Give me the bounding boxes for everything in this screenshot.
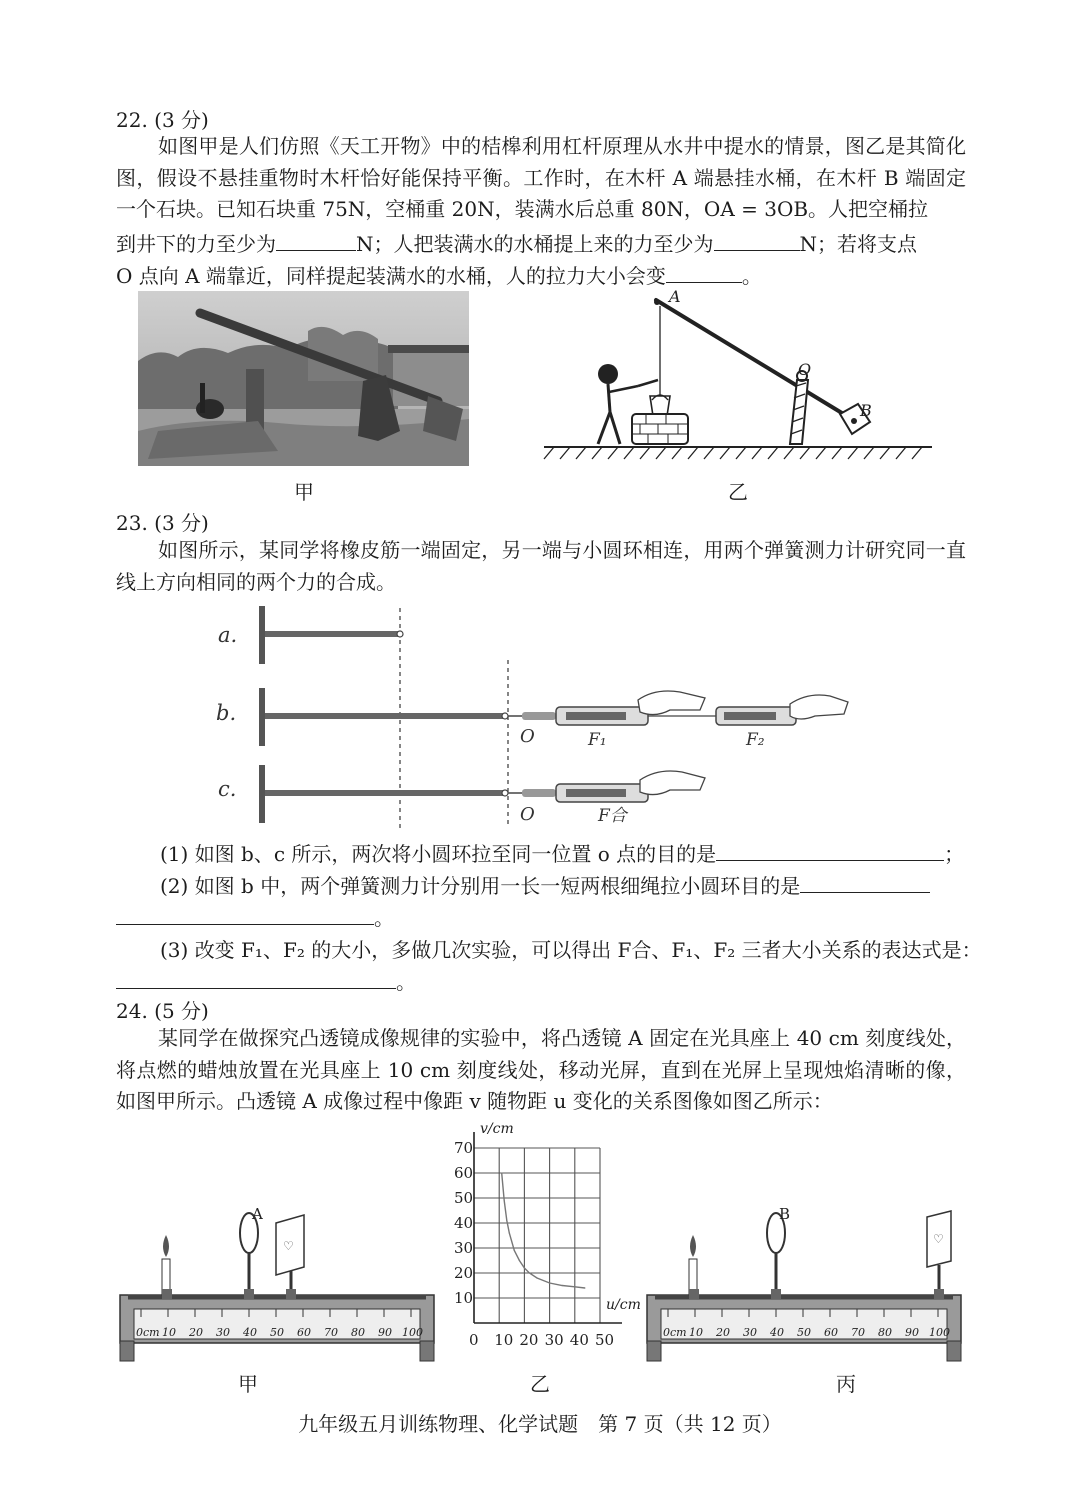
chart-x-tick-label: 20 [519,1331,539,1349]
f1-label: F₁ [588,730,607,750]
v-u-curve [502,1173,585,1288]
q23-sub2-cont [116,902,394,931]
q24-text: 某同学在做探究凸透镜成像规律的实验中，将凸透镜 A 固定在光具座上 40 cm 刻度线处，将点燃的蜡烛放置在光具座上 10 cm 刻度线处，移动光屏，直到在光屏上呈现烛焰清晰的像，如图甲所示。凸透镜 A 成像过程中像距 v 随物距 u 变化的关系图像如图乙所示： [116,1026,966,1113]
bench-jia-tick-30: 30 [216,1326,230,1339]
q23-sub3: (3) 改变 F₁、F₂ 的大小，多做几次实验，可以得出 F合、F₁、F₂ 三者大小关系的表达式是： [160,938,982,962]
chart-x-tick-label: 50 [595,1331,615,1349]
chart-y-tick-label: 50 [454,1189,474,1207]
optical-bench-bing [643,1205,965,1365]
optical-bench-jia [116,1205,438,1365]
chart-x-tick-label: 40 [569,1331,589,1349]
q23-blank-2b[interactable] [116,904,374,925]
bench-bing-tick-80: 80 [878,1326,892,1339]
q22-line4-c: N；若将支点 [799,232,917,256]
bench-jia-tick-10: 10 [162,1326,176,1339]
q24-heading: 24. (5 分) [116,999,209,1023]
q23-heading: 23. (3 分) [116,511,209,535]
chart-x-axis-label: u/cm [606,1297,640,1313]
page-footer: 九年级五月训练物理、化学试题 第 7 页（共 12 页） [298,1412,782,1436]
lens-a-label: A [252,1205,263,1223]
bench-bing-tick-20: 20 [716,1326,730,1339]
bench-jia-tick-100: 100 [402,1326,423,1339]
q23-sub1-text: (1) 如图 b、c 所示，两次将小圆环拉至同一位置 o 点的目的是 [160,842,717,866]
q24-caption-jia: 甲 [238,1372,258,1396]
f-resultant-label: F合 [598,806,627,826]
bench-jia-tick-40: 40 [243,1326,257,1339]
bench-bing-tick-0: 0cm [663,1326,687,1339]
q22-blank-1[interactable] [276,230,356,251]
q23-blank-1[interactable] [716,840,944,861]
bench-bing-tick-10: 10 [689,1326,703,1339]
svg-text:♡: ♡ [283,1239,294,1253]
svg-text:♡: ♡ [933,1232,944,1246]
bench-bing-tick-50: 50 [797,1326,811,1339]
bench-bing-tick-100: 100 [929,1326,950,1339]
q22-heading: 22. (3 分) [116,108,209,132]
chart-x-tick-label: 0 [469,1331,479,1349]
point-o-label: O [798,360,812,379]
force-composition-figure [200,600,860,830]
point-o-label-b: O [520,726,535,747]
bench-jia-tick-0: 0cm [136,1326,160,1339]
q22-line5-b: 。 [741,264,762,288]
well-sweep-diagram [540,284,940,464]
chart-x-tick-label: 10 [494,1331,514,1349]
chart-y-tick-label: 20 [454,1264,474,1282]
bench-bing-tick-70: 70 [851,1326,865,1339]
f2-label: F₂ [746,730,765,750]
q22-line4 [116,228,917,257]
row-a-label: a. [218,623,238,647]
chart-y-tick-label: 30 [454,1239,474,1257]
q22-line4-a: 到井下的力至少为 [116,232,276,256]
point-a-label: A [669,287,681,306]
chart-y-axis-label: v/cm [480,1121,514,1137]
q22-blank-3[interactable] [666,262,742,283]
chart-y-tick-label: 70 [454,1139,474,1157]
q23-sub3-cont [116,966,416,995]
q23-sub1-end: ； [944,842,965,866]
chart-y-tick-label: 40 [454,1214,474,1232]
image-distance-chart [440,1115,640,1360]
chart-y-tick-label: 10 [454,1289,474,1307]
q22-text: 如图甲是人们仿照《天工开物》中的桔槔利用杠杆原理从水井中提水的情景，图乙是其简化图，假设不悬挂重物时木杆恰好能保持平衡。工作时，在木杆 A 端悬挂水桶，在木杆 B 端固定一个石块。已知石块重 75N，空桶重 20N，装满水后总重 80N，OA = 3OB。人把空桶拉 [116,134,966,221]
bench-jia-tick-90: 90 [378,1326,392,1339]
q24-caption-bing: 丙 [836,1372,856,1396]
q23-sub3-end: 。 [396,970,416,994]
bench-bing-tick-90: 90 [905,1326,919,1339]
point-o-label-c: O [520,804,535,825]
bench-jia-tick-80: 80 [351,1326,365,1339]
bench-jia-tick-70: 70 [324,1326,338,1339]
q22-caption-yi: 乙 [728,480,748,504]
bench-bing-tick-40: 40 [770,1326,784,1339]
bench-bing-tick-60: 60 [824,1326,838,1339]
bench-jia-tick-50: 50 [270,1326,284,1339]
bench-jia-tick-20: 20 [189,1326,203,1339]
q22-line4-b: N；人把装满水的水桶提上来的力至少为 [356,232,714,256]
bench-jia-tick-60: 60 [297,1326,311,1339]
bench-bing-tick-30: 30 [743,1326,757,1339]
row-c-label: c. [218,777,237,801]
q23-text: 如图所示，某同学将橡皮筋一端固定，另一端与小圆环相连，用两个弹簧测力计研究同一直线上方向相同的两个力的合成。 [116,538,966,594]
q22-blank-2[interactable] [714,230,800,251]
chart-y-tick-label: 60 [454,1164,474,1182]
row-b-label: b. [216,701,237,725]
q24-caption-yi: 乙 [530,1372,550,1396]
well-sweep-photo [138,291,469,466]
q23-blank-3[interactable] [116,968,396,989]
point-b-label: B [860,401,872,420]
q22-caption-jia: 甲 [294,480,314,504]
lens-b-label: B [779,1205,791,1223]
q23-sub2-text: (2) 如图 b 中，两个弹簧测力计分别用一长一短两根细绳拉小圆环目的是 [160,874,801,898]
q23-sub1 [160,838,964,867]
chart-x-tick-label: 30 [544,1331,564,1349]
q23-sub2-end: 。 [374,906,394,930]
q22-line5-a: O 点向 A 端靠近，同样提起装满水的水桶，人的拉力大小会变 [116,264,666,288]
q23-blank-2a[interactable] [800,872,930,893]
q23-sub2 [160,870,930,899]
